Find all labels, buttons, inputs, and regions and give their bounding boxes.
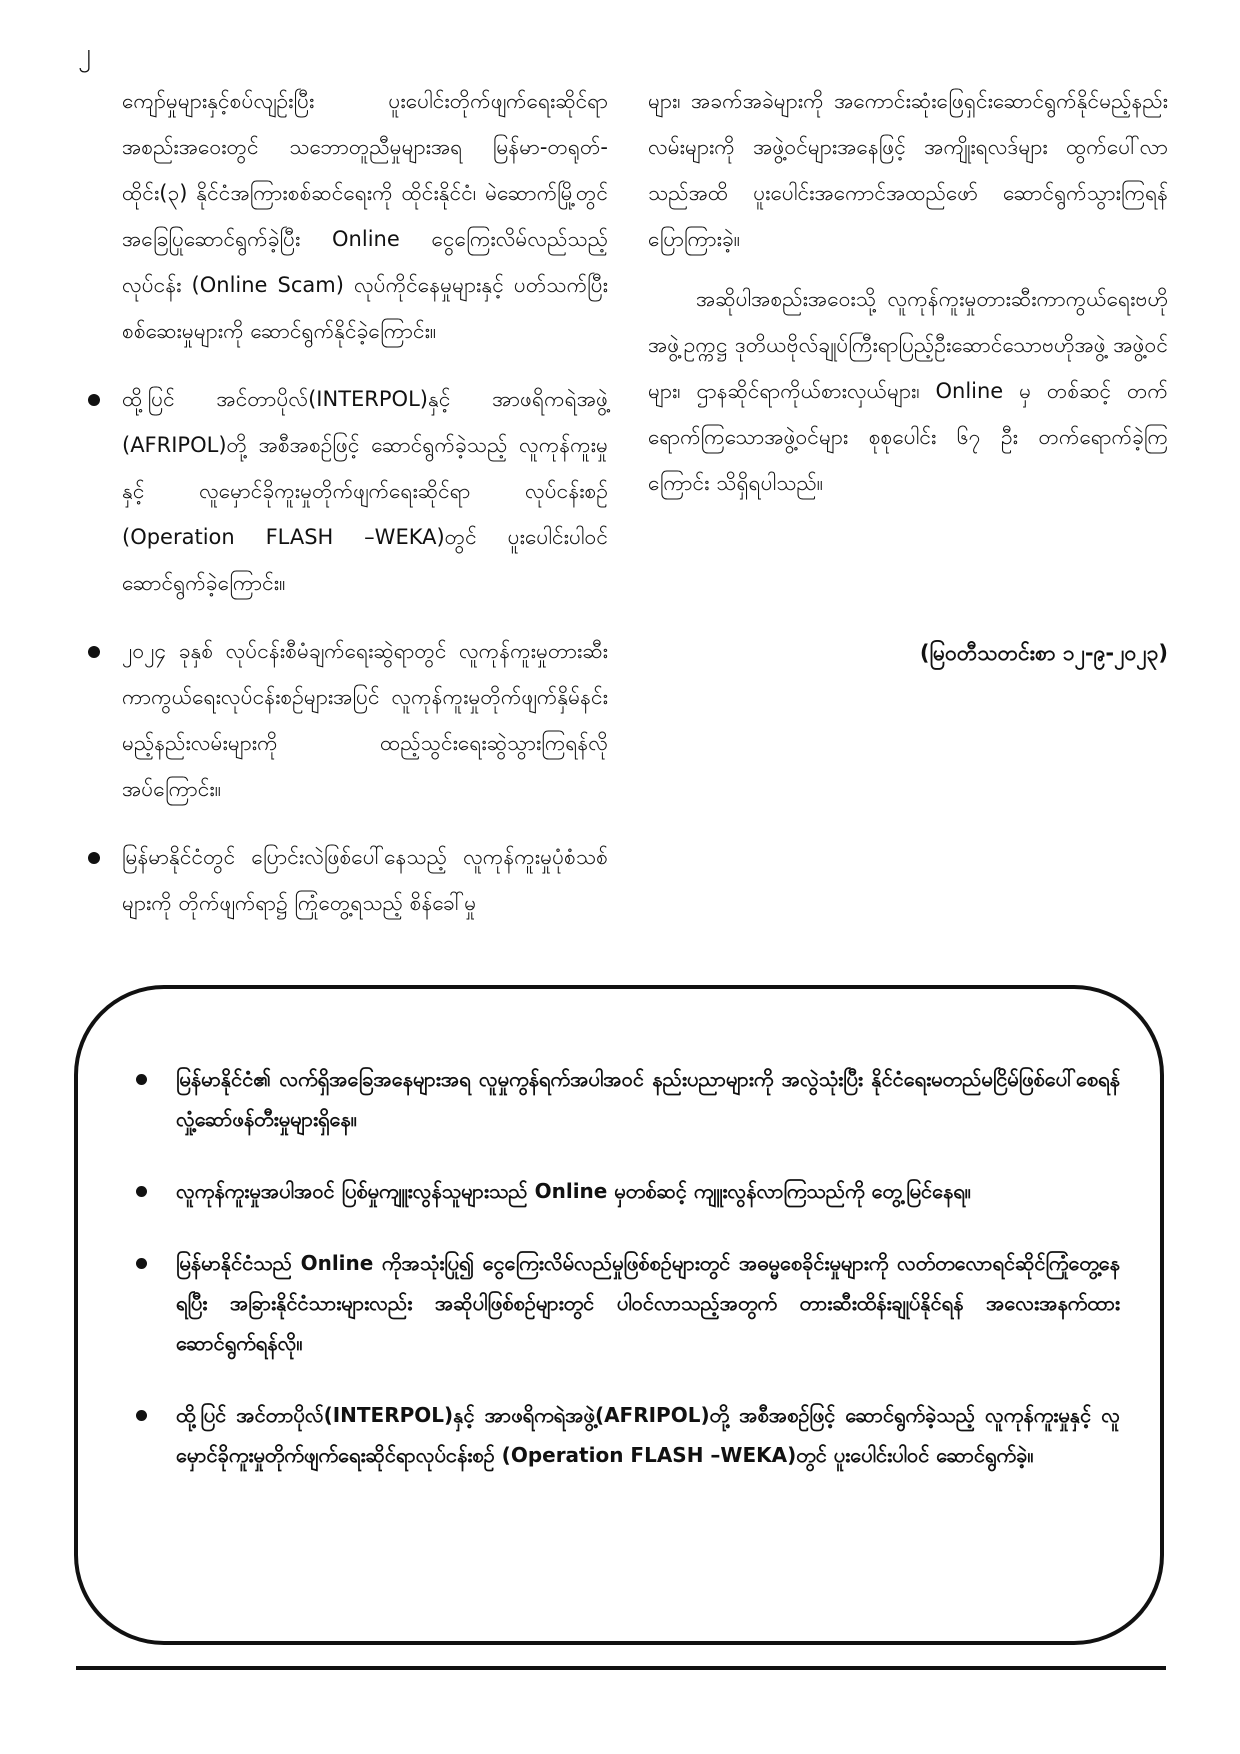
page-number: ၂	[78, 38, 91, 68]
news-source: (မြဝတီသတင်းစာ ၁၂-၉-၂၀၂၃)	[919, 641, 1168, 665]
list-item: ထို့ပြင် အင်တာပိုလ်(INTERPOL)နှင့် အာဖရိကရဲအဖွဲ့ (AFRIPOL)တို့ အစီအစဉ်ဖြင့် ဆောင်ရွက်ခဲ့သည့် လူကုန်ကူးမှုနှင့် လူမှောင်ခိုကူးမှုတိုက်ဖျက်ရေးဆိုင်ရာ လုပ်ငန်းစဉ် (Operation FLASH –WEKA)တွင် ပူးပေါင်းပါဝင်ဆောင်ရွက်ခဲ့ကြောင်း။	[88, 376, 608, 606]
summary-bullet-list	[128, 1059, 1120, 1475]
list-item: ထို့ပြင် အင်တာပိုလ်(INTERPOL)နှင့် အာဖရိကရဲအဖွဲ့(AFRIPOL)တို့ အစီအစဉ်ဖြင့် ဆောင်ရွက်ခဲ့သည့် လူကုန်ကူးမှုနှင့် လူမှောင်ခိုကူးမှုတိုက်ဖျက်ရေးဆိုင်ရာလုပ်ငန်းစဉ် (Operation FLASH –WEKA)တွင် ပူးပေါင်းပါဝင် ဆောင်ရွက်ခဲ့။	[128, 1395, 1120, 1475]
list-item: မြန်မာနိုင်ငံသည် Online ကိုအသုံးပြု၍ ငွေကြေးလိမ်လည်မှုဖြစ်စဉ်များတွင် အဓမ္မစေခိုင်းမှုများကို လတ်တလောရင်ဆိုင်ကြုံတွေ့နေရပြီး အခြားနိုင်ငံသားများလည်း အဆိုပါဖြစ်စဉ်များတွင် ပါဝင်လာသည့်အတွက် တားဆီးထိန်းချုပ်နိုင်ရန် အလေးအနက်ထား ဆောင်ရွက်ရန်လို။	[128, 1243, 1120, 1363]
list-item: မြန်မာနိုင်ငံ၏ လက်ရှိအခြေအနေများအရ လူမှုကွန်ရက်အပါအဝင် နည်းပညာများကို အလွဲသုံးပြီး နိုင်ငံရေးမတည်မငြိမ်ဖြစ်ပေါ်စေရန် လှုံ့ဆော်ဖန်တီးမှုများရှိနေ။	[128, 1059, 1120, 1139]
left-column	[88, 78, 608, 948]
closing-paragraph: အဆိုပါအစည်းအဝေးသို့ လူကုန်ကူးမှုတားဆီးကာကွယ်ရေးဗဟိုအဖွဲ့ဥက္ကဋ္ဌ ဒုတိယဗိုလ်ချုပ်ကြီးရာပြည့်ဦးဆောင်သောဗဟိုအဖွဲ့ အဖွဲ့ဝင်များ၊ ဌာနဆိုင်ရာကိုယ်စားလှယ်များ၊ Online မှ တစ်ဆင့် တက်ရောက်ကြသောအဖွဲ့ဝင်များ စုစုပေါင်း ၆၇ ဦး တက်ရောက်ခဲ့ကြကြောင်း သိရှိရပါသည်။	[648, 287, 1168, 495]
opening-paragraph: ကျော်မှုများနှင့်စပ်လျဉ်းပြီး ပူးပေါင်းတိုက်ဖျက်ရေးဆိုင်ရာ အစည်းအဝေးတွင် သဘောတူညီမှုများအရ မြန်မာ-တရုတ်-ထိုင်း(၃) နိုင်ငံအကြားစစ်ဆင်ရေးကို ထိုင်းနိုင်ငံ၊ မဲဆောက်မြို့တွင် အခြေပြုဆောင်ရွက်ခဲ့ပြီး Online ငွေကြေးလိမ်လည်သည့်လုပ်ငန်း (Online Scam) လုပ်ကိုင်နေမှုများနှင့် ပတ်သက်ပြီး စစ်ဆေးမှုများကို ဆောင်ရွက်နိုင်ခဲ့ကြောင်း။	[122, 89, 608, 343]
right-column	[648, 78, 1168, 520]
list-item: လူကုန်ကူးမှုအပါအဝင် ပြစ်မှုကျူးလွန်သူများသည် Online မှတစ်ဆင့် ကျူးလွန်လာကြသည်ကို တွေ့မြင်နေရ။	[128, 1171, 1120, 1211]
list-item: မြန်မာနိုင်ငံတွင် ပြောင်းလဲဖြစ်ပေါ်နေသည့် လူကုန်ကူးမှုပုံစံသစ်များကို တိုက်ဖျက်ရာ၌ ကြုံတွေ့ရသည့် စိန်ခေါ်မှု	[88, 834, 608, 926]
list-item: ၂၀၂၄ ခုနှစ် လုပ်ငန်းစီမံချက်ရေးဆွဲရာတွင် လူကုန်ကူးမှုတားဆီးကာကွယ်ရေးလုပ်ငန်းစဉ်များအပြင် လူကုန်ကူးမှုတိုက်ဖျက်နှိမ်နင်းမည့်နည်းလမ်းများကို ထည့်သွင်းရေးဆွဲသွားကြရန်လိုအပ်ကြောင်း။	[88, 628, 608, 812]
summary-box	[74, 985, 1164, 1645]
footer-divider	[76, 1666, 1166, 1670]
left-bullet-list	[88, 376, 608, 926]
continuation-paragraph: များ၊ အခက်အခဲများကို အကောင်းဆုံးဖြေရှင်းဆောင်ရွက်နိုင်မည့်နည်းလမ်းများကို အဖွဲ့ဝင်များအနေဖြင့် အကျိုးရလဒ်များ ထွက်ပေါ်လာသည်အထိ ပူးပေါင်းအကောင်အထည်ဖော် ဆောင်ရွက်သွားကြရန် ပြောကြားခဲ့။	[648, 89, 1168, 251]
